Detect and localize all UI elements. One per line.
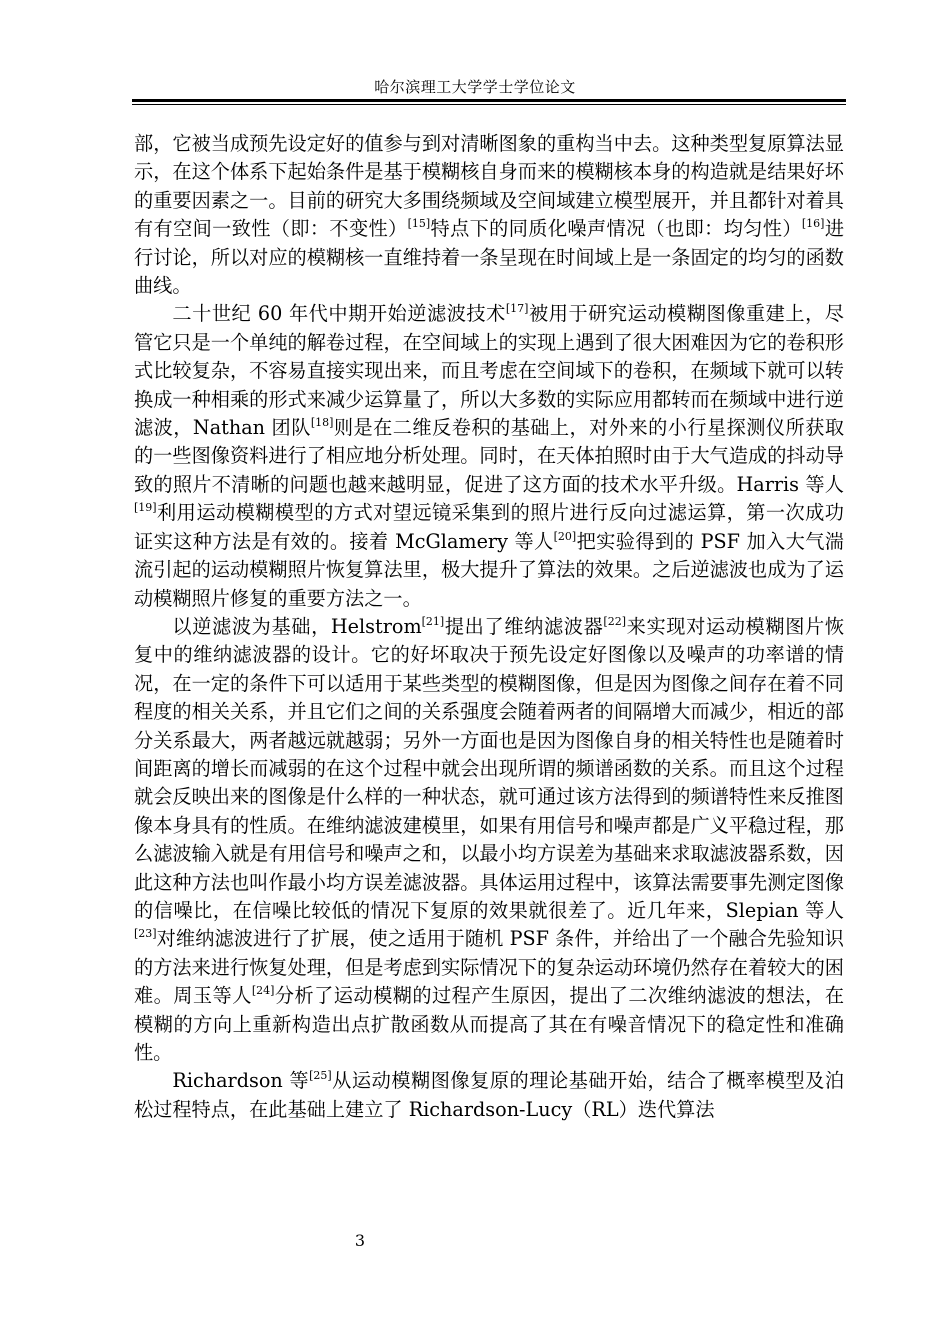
text-run: 进行讨论，所以对应的模糊核一直维持着一条呈现在时间域上是一条固定的均匀的函数曲线。 [134,217,845,298]
citation-marker: [20] [553,529,577,543]
body-text [134,130,844,1124]
text-run: 以逆滤波为基础，Helstrom [172,614,422,638]
citation-marker: [17] [505,302,529,316]
text-run: 部，它被当成预先设定好的值参与到对清晰图象的重构当中去。这种类型复原算法显示，在这个体系下起始条件是基于模糊核自身而来的模糊核本身的构造就是结果好坏的重要因素之一。目前的研究大多围绕频域及空间域建立模型展开，并且都针对着具有有空间一致性（即：不变性） [134,132,844,241]
paragraph [134,613,844,1068]
text-run: 特点下的同质化噪声情况（也即：均匀性） [430,217,802,241]
paragraph [134,1067,844,1124]
citation-marker: [25] [309,1069,332,1083]
citation-marker: [24] [251,984,275,998]
citation-marker: [16] [801,217,825,231]
text-run: 提出了维纳滤波器 [444,614,604,638]
paragraph [134,130,844,300]
citation-marker: [21] [421,614,445,628]
header-rule-thick [132,99,846,102]
text-run: 对维纳滤波进行了扩展，使之适用于随机 PSF 条件，并给出了一个融合先验知识的方法来进行恢复处理，但是考虑到实际情况下的复杂运动环境仍然存在着较大的困难。周玉等人 [134,927,844,1008]
text-run: 被用于研究运动模糊图像重建上，尽管它只是一个单纯的解卷过程，在空间域上的实现上遇到了很大困难因为它的卷积形式比较复杂，不容易直接实现出来，而且考虑在空间域下的卷积，在频域下就可以转换成一种相乘的形式来减少运算量了，所以大多数的实际应用都转而在频域中进行逆滤波，Nathan 团队 [134,302,844,440]
running-header: 哈尔滨理工大学学士学位论文 [374,78,576,96]
header-rule-thin [132,104,846,105]
text-run: 利用运动模糊模型的方式对望远镜采集到的照片进行反向过滤运算，第一次成功证实这种方法是有效的。接着 McGlamery 等人 [134,501,844,553]
citation-marker: [15] [407,217,431,231]
page-number: 3 [354,1231,366,1250]
text-run: 来实现对运动模糊图片恢复中的维纳滤波器的设计。它的好坏取决于预先设定好图像以及噪声的功率谱的情况，在一定的条件下可以适用于某些类型的模糊图像，但是因为图像之间存在着不同程度的相关关系，并且它们之间的关系强度会随着两者的间隔增大而减少，相近的部分关系最大，两者越远就越弱；另外一方面也是因为图像自身的相关特性也是随着时间距离的增长而减弱的在这个过程中就会出现所谓的频谱函数的关系。而且这个过程就会反映出来的图像是什么样的一种状态，就可通过该方法得到的频谱特性来反推图像本身具有的性质。在维纳滤波建模里，如果有用信号和噪声都是广义平稳过程，那么滤波输入就是有用信号和噪声之和，以最小均方误差为基础来求取滤波器系数，因此这种方法也叫作最小均方误差滤波器。具体运用过程中，该算法需要事先测定图像的信噪比，在信噪比较低的情况下复原的效果就很差了。近几年来，Slepian 等人 [134,614,845,922]
citation-marker: [22] [603,614,627,628]
text-run: 把实验得到的 PSF 加入大气湍流引起的运动模糊照片恢复算法里，极大提升了算法的效果。之后逆滤波也成为了运动模糊照片修复的重要方法之一。 [134,529,844,610]
text-run: 从运动模糊图像复原的理论基础开始，结合了概率模型及泊松过程特点，在此基础上建立了 Richardson-Lucy（RL）迭代算法 [134,1069,845,1121]
text-run: 分析了运动模糊的过程产生原因，提出了二次维纳滤波的想法，在模糊的方向上重新构造出点扩散函数从而提高了其在有噪音情况下的稳定性和准确性。 [134,984,845,1064]
paragraph [134,300,844,612]
citation-marker: [19] [134,501,157,515]
text-run: 二十世纪 60 年代中期开始逆滤波技术 [172,302,506,326]
citation-marker: [23] [134,927,157,941]
text-run: 则是在二维反卷积的基础上，对外来的小行星探测仪所获取的一些图像资料进行了相应地分析处理。同时，在天体拍照时由于大气造成的抖动导致的照片不清晰的问题也越来越明显，促进了这方面的技术水平升级。Harris 等人 [134,416,845,496]
text-run: Richardson 等 [172,1069,310,1093]
citation-marker: [18] [310,416,334,430]
